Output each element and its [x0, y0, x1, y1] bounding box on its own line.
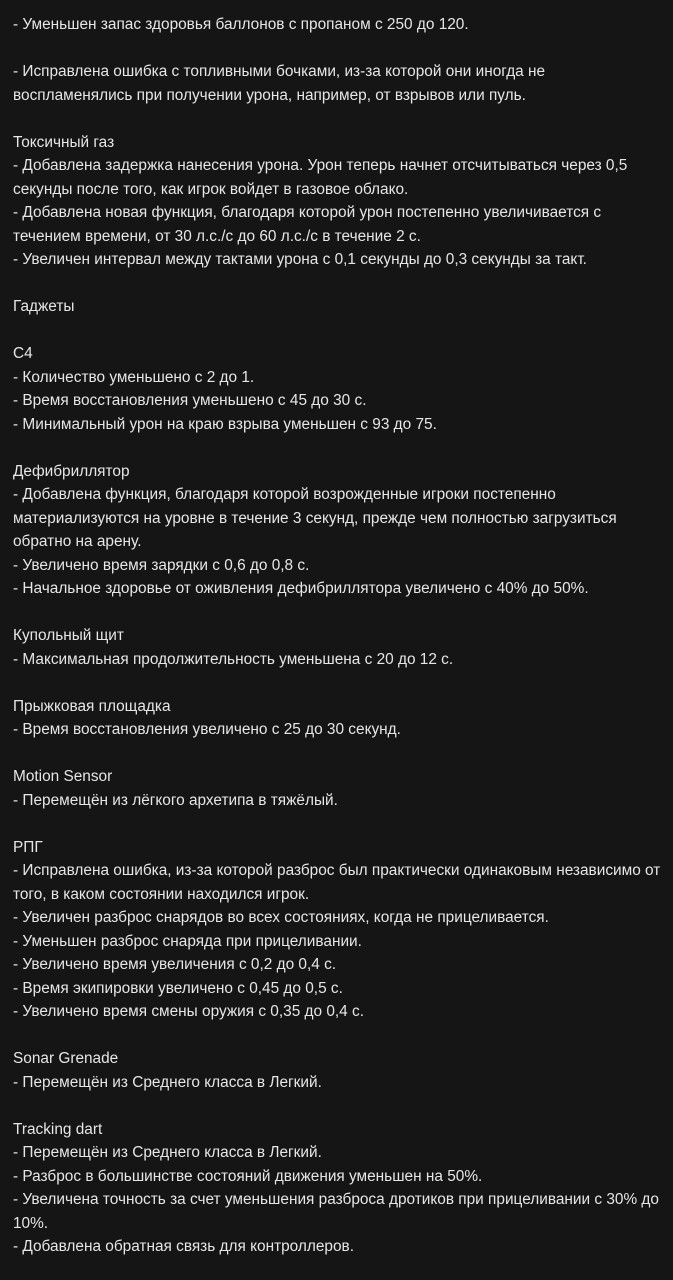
- notes-block-propane: [13, 13, 663, 37]
- notes-block-sonar-grenade: [13, 1047, 663, 1094]
- section-heading: Токсичный газ: [13, 133, 115, 151]
- notes-block-defibrillator: [13, 460, 663, 601]
- note-line: - Увеличено время зарядки с 0,6 до 0,8 с.: [13, 556, 310, 574]
- note-line: - Уменьшен запас здоровья баллонов с пропаном с 250 до 120.: [13, 16, 469, 33]
- notes-block-gadgets: [13, 295, 663, 319]
- section-heading: Tracking dart: [13, 1120, 103, 1138]
- note-line: - Увеличено время увеличения с 0,2 до 0,4 с.: [13, 956, 337, 973]
- section-heading: Купольный щит: [13, 627, 124, 644]
- blank-line: [13, 107, 663, 131]
- blank-line: [13, 272, 663, 296]
- blank-line: [13, 319, 663, 343]
- notes-block-c4: [13, 342, 663, 436]
- patch-notes-text: [13, 13, 663, 1259]
- section-heading: Прыжковая площадка: [13, 697, 171, 715]
- section-heading: РПГ: [13, 838, 43, 856]
- notes-block-dome-shield: [13, 624, 663, 671]
- note-line: - Перемещён из Среднего класса в Легкий.: [13, 1144, 322, 1161]
- blank-line: [13, 812, 663, 836]
- section-heading: Дефибриллятор: [13, 462, 130, 480]
- note-line: - Начальное здоровье от оживления дефибриллятора увеличено с 40% до 50%.: [13, 580, 589, 597]
- note-line: - Добавлена обратная связь для контроллеров.: [13, 1238, 354, 1255]
- blank-line: [13, 1094, 663, 1118]
- note-line: - Добавлена задержка нанесения урона. Урон теперь начнет отсчитываться через 0,5 секунды после того, как игрок войдет в газовое облако.: [13, 157, 628, 198]
- note-line: - Разброс в большинстве состояний движения уменьшен на 50%.: [13, 1167, 483, 1185]
- note-line: - Увеличено время смены оружия с 0,35 до 0,4 с.: [13, 1003, 364, 1020]
- notes-block-toxic-gas: [13, 131, 663, 272]
- note-line: - Минимальный урон на краю взрыва уменьшен с 93 до 75.: [13, 415, 437, 433]
- notes-block-jump-pad: [13, 695, 663, 742]
- note-line: - Уменьшен разброс снаряда при прицеливании.: [13, 932, 362, 950]
- blank-line: [13, 37, 663, 61]
- notes-block-fuel-barrels: [13, 60, 663, 107]
- notes-block-motion-sensor: [13, 765, 663, 812]
- section-heading: Motion Sensor: [13, 768, 113, 785]
- section-heading: Sonar Grenade: [13, 1050, 119, 1067]
- blank-line: [13, 1024, 663, 1048]
- note-line: - Количество уменьшено с 2 до 1.: [13, 368, 255, 386]
- blank-line: [13, 436, 663, 460]
- blank-line: [13, 671, 663, 695]
- note-line: - Время экипировки увеличено с 0,45 до 0,5 с.: [13, 979, 343, 997]
- note-line: - Максимальная продолжительность уменьшена с 20 до 12 с.: [13, 650, 454, 668]
- note-line: - Время восстановления увеличено с 25 до 30 секунд.: [13, 721, 401, 738]
- note-line: - Перемещён из Среднего класса в Легкий.: [13, 1073, 322, 1091]
- section-heading: C4: [13, 345, 33, 362]
- note-line: - Увеличен интервал между тактами урона с 0,1 секунды до 0,3 секунды за такт.: [13, 251, 587, 268]
- note-line: - Увеличен разброс снарядов во всех состояниях, когда не прицеливается.: [13, 909, 549, 926]
- note-line: - Исправлена ошибка, из-за которой разброс был практически одинаковым независимо от того, в каком состоянии находился игрок.: [13, 862, 661, 903]
- notes-block-rpg: [13, 836, 663, 1024]
- note-line: - Добавлена новая функция, благодаря которой урон постепенно увеличивается с течением времени, от 30 л.с./с до 60 л.с./с в течение 2 с.: [13, 204, 602, 245]
- note-line: - Перемещён из лёгкого архетипа в тяжёлый.: [13, 791, 338, 809]
- note-line: - Исправлена ошибка с топливными бочками, из-за которой они иногда не воспламенялись при получении урона, например, от взрывов или пуль.: [13, 63, 546, 104]
- notes-block-tracking-dart: [13, 1118, 663, 1259]
- blank-line: [13, 742, 663, 766]
- note-line: - Добавлена функция, благодаря которой возрожденные игроки постепенно материализуются на уровне в течение 3 секунд, прежде чем полностью загрузиться обратно на арену.: [13, 486, 617, 550]
- section-heading: Гаджеты: [13, 298, 75, 315]
- blank-line: [13, 601, 663, 625]
- note-line: - Время восстановления уменьшено с 45 до 30 с.: [13, 392, 367, 409]
- note-line: - Увеличена точность за счет уменьшения разброса дротиков при прицеливании с 30% до 10%.: [13, 1191, 659, 1232]
